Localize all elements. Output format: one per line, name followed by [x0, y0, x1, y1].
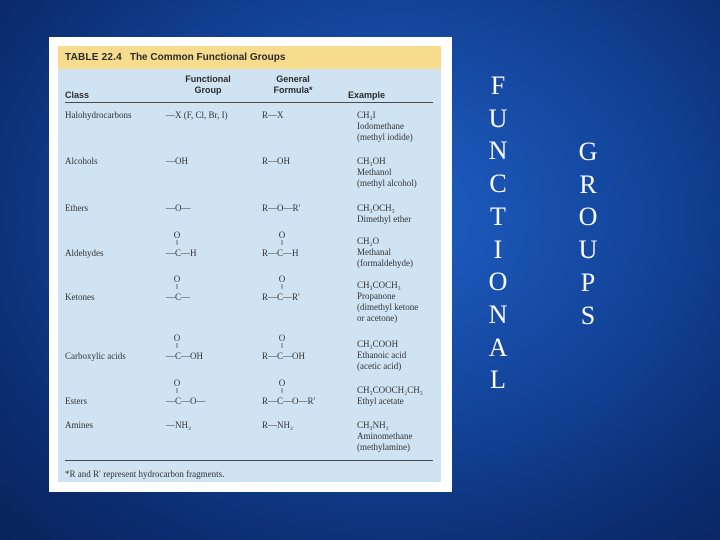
letter: O: [488, 267, 508, 297]
vertical-word-groups: [573, 136, 603, 332]
letter: G: [578, 137, 598, 166]
letter: R: [579, 169, 597, 199]
row-class: Ethers: [65, 203, 88, 213]
row-example: CH₃COOH Ethanoic acid (acetic acid): [357, 339, 407, 371]
header-functional-group: Functional Group: [185, 74, 231, 95]
row-formula: R—C—O—R′: [262, 396, 316, 406]
row-example: CH₂O Methanal (formaldehyde): [357, 236, 413, 268]
letter: F: [490, 71, 506, 100]
row-example: CH₃COOCH₂CH₃ Ethyl acetate: [357, 385, 423, 406]
row-class: Esters: [65, 396, 87, 406]
row-class: Aldehydes: [65, 248, 104, 258]
carbonyl-oxygen: O ‖: [278, 333, 286, 350]
header-example: Example: [348, 90, 386, 100]
row-group: —C—: [166, 292, 191, 302]
letter: U: [488, 103, 508, 133]
row-class: Alcohols: [65, 156, 98, 166]
table-image: [49, 37, 452, 492]
row-group: —NH₂: [166, 420, 192, 430]
letter: T: [490, 201, 506, 231]
functional-groups-table: [58, 46, 441, 482]
row-group: —OH: [166, 156, 188, 166]
row-formula: R—X: [262, 110, 284, 120]
carbonyl-oxygen: O ‖: [173, 333, 181, 350]
row-formula: R—C—R′: [262, 292, 300, 302]
carbonyl-oxygen: O ‖: [173, 274, 181, 291]
letter: N: [488, 299, 508, 329]
vertical-word-functional: [483, 70, 513, 397]
table-title-bar: [58, 46, 441, 69]
letter: L: [490, 365, 506, 395]
letter: U: [578, 235, 598, 265]
row-example: CH₃OCH₃ Dimethyl ether: [357, 203, 412, 224]
row-formula: R—NH₂: [262, 420, 294, 430]
carbonyl-oxygen: O ‖: [173, 378, 181, 395]
letter: S: [580, 300, 596, 330]
row-group: —X (F, Cl, Br, I): [166, 110, 228, 120]
letter: I: [493, 234, 503, 264]
row-group: —C—OH: [166, 351, 204, 361]
header-general-formula: General Formula*: [273, 74, 313, 95]
letter: C: [489, 169, 507, 199]
carbonyl-oxygen: O ‖: [278, 378, 286, 395]
row-example: CH₃NH₂ Aminomethane (methylamine): [357, 420, 413, 452]
header-class: Class: [65, 90, 90, 100]
row-formula: R—C—OH: [262, 351, 306, 361]
letter: O: [578, 202, 598, 232]
letter: P: [580, 267, 596, 297]
row-class: Halohydrocarbons: [65, 110, 132, 120]
carbonyl-oxygen: O ‖: [278, 230, 286, 247]
letter: N: [488, 136, 508, 166]
table-footnote: *R and R′ represent hydrocarbon fragments.: [65, 469, 225, 479]
row-example: CH₃I Iodomethane (methyl iodide): [357, 110, 413, 142]
row-formula: R—O—R′: [262, 203, 301, 213]
header-rule: [65, 102, 433, 103]
row-class: Amines: [65, 420, 93, 430]
row-formula: R—C—H: [262, 248, 299, 258]
row-group: —C—O—: [166, 396, 206, 406]
row-example: CH₃OH Methanol (methyl alcohol): [357, 156, 417, 188]
footer-rule: [65, 460, 433, 461]
letter: A: [488, 332, 508, 362]
row-formula: R—OH: [262, 156, 291, 166]
row-class: Carboxylic acids: [65, 351, 126, 361]
row-class: Ketones: [65, 292, 95, 302]
row-example: CH₃COCH₃ Propanone (dimethyl ketone or acetone): [357, 280, 419, 323]
carbonyl-oxygen: O ‖: [173, 230, 181, 247]
table-title: The Common Functional Groups: [129, 52, 286, 63]
row-group: —O—: [166, 203, 191, 213]
table-label: TABLE 22.4: [65, 52, 122, 63]
carbonyl-oxygen: O ‖: [278, 274, 286, 291]
row-group: —C—H: [166, 248, 197, 258]
